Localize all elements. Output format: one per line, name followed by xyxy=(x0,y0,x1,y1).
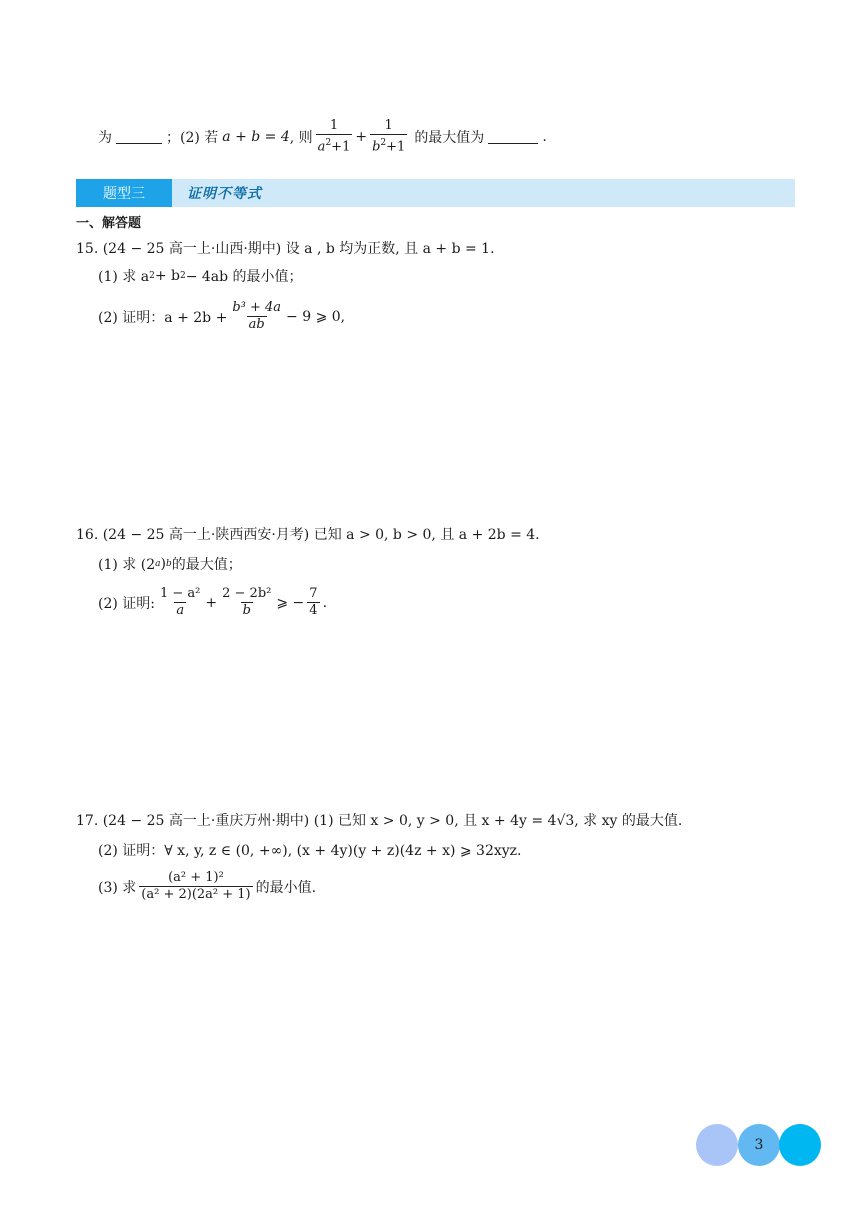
q15-p1-b: + b xyxy=(154,268,180,284)
top-text-6: . xyxy=(542,128,547,145)
top-text-1: 为 xyxy=(98,129,112,146)
top-text-2: ；(2) 若 xyxy=(166,129,219,146)
fraction-2-den: $b^2+1$ xyxy=(370,134,407,155)
q16-part2 xyxy=(98,586,327,619)
q16-head: 16. (24 − 25 高一上·陕西西安·月考) 已知 a > 0, b > 0, 且 a + 2b = 4. xyxy=(76,527,540,543)
page-circle-middle xyxy=(738,1124,780,1166)
banner-title: 证明不等式 xyxy=(187,186,262,202)
q15-fraction-num: b³ + 4a xyxy=(232,300,282,315)
q16-p2-a: (2) 证明: xyxy=(98,595,155,612)
q17-part3 xyxy=(98,870,316,903)
answer-blank-2 xyxy=(488,129,538,144)
q17-fraction xyxy=(139,870,252,903)
top-text-5: 的最大值为 xyxy=(414,129,485,146)
section-heading: 一、解答题 xyxy=(76,216,142,231)
q16-end: . xyxy=(322,594,328,611)
q16-fraction-1 xyxy=(158,586,202,619)
top-text-3: a + b = 4 xyxy=(222,128,290,145)
q17-p3-b: 的最小值. xyxy=(255,879,317,896)
q17-fraction-den: (a² + 2)(2a² + 1) xyxy=(141,887,251,902)
fraction-1-num: 1 xyxy=(329,118,339,133)
topic-banner xyxy=(76,179,795,207)
q16-fraction-3 xyxy=(307,586,319,619)
plus-sign: + xyxy=(355,128,368,145)
page-number: 3 xyxy=(754,1137,764,1153)
fraction-1 xyxy=(316,118,353,155)
page-circle-right xyxy=(779,1124,821,1166)
q16-fraction-2 xyxy=(220,586,273,619)
q16-f3-num: 7 xyxy=(309,586,318,601)
q15-head: 15. (24 − 25 高一上·山西·期中) 设 a , b 均为正数, 且 a + b = 1. xyxy=(76,241,495,257)
q16-p1-c: 的最大值； xyxy=(171,557,242,573)
fraction-2 xyxy=(370,118,407,155)
q16-p1-b: ) xyxy=(160,556,166,572)
top-line xyxy=(98,118,547,155)
q15-fraction-den: ab xyxy=(248,317,265,332)
q16-p1-a: (1) 求 (2 xyxy=(98,557,156,573)
q17-head: 17. (24 − 25 高一上·重庆万州·期中) (1) 已知 x > 0, y > 0, 且 x + 4y = 4√3, 求 xy 的最大值. xyxy=(76,813,683,829)
q16-part1: (1) 求 (2 a ) b 的最大值； xyxy=(98,556,242,573)
q16-f1-num: 1 − a² xyxy=(160,586,201,601)
q15-p1-c: − 4ab 的最小值； xyxy=(185,269,303,285)
q17-part2: (2) 证明：∀ x, y, z ∈ (0, +∞), (x + 4y)(y + z)(4z + x) ⩾ 32xyz. xyxy=(98,843,522,859)
q15-p1-a: (1) 求 a xyxy=(98,269,150,285)
q15-part2 xyxy=(98,300,345,333)
banner-tag: 题型三 xyxy=(76,179,172,207)
page-circle-left xyxy=(696,1124,738,1166)
q17-fraction-num: (a² + 1)² xyxy=(168,870,224,885)
q16-f2-num: 2 − 2b² xyxy=(222,586,272,601)
q17-p3-a: (3) 求 xyxy=(98,879,137,896)
q16-f2-den: b xyxy=(242,603,251,618)
fraction-1-den: $a^2+1$ xyxy=(316,134,353,155)
q16-f3-den: 4 xyxy=(309,603,318,618)
q15-p2-b: − 9 ⩾ 0, xyxy=(286,308,346,325)
q16-plus: + xyxy=(205,594,218,611)
q16-ge: ⩾ − xyxy=(276,594,305,611)
answer-blank-1 xyxy=(116,129,162,144)
top-text-4: , 则 xyxy=(289,129,313,146)
q15-p2-a: (2) 证明：a + 2b + xyxy=(98,309,228,326)
fraction-2-num: 1 xyxy=(384,118,393,133)
q16-f1-den: a xyxy=(176,603,185,618)
q15-part1: (1) 求 a 2 + b 2 − 4ab 的最小值； xyxy=(98,268,303,285)
q15-fraction xyxy=(230,300,283,333)
